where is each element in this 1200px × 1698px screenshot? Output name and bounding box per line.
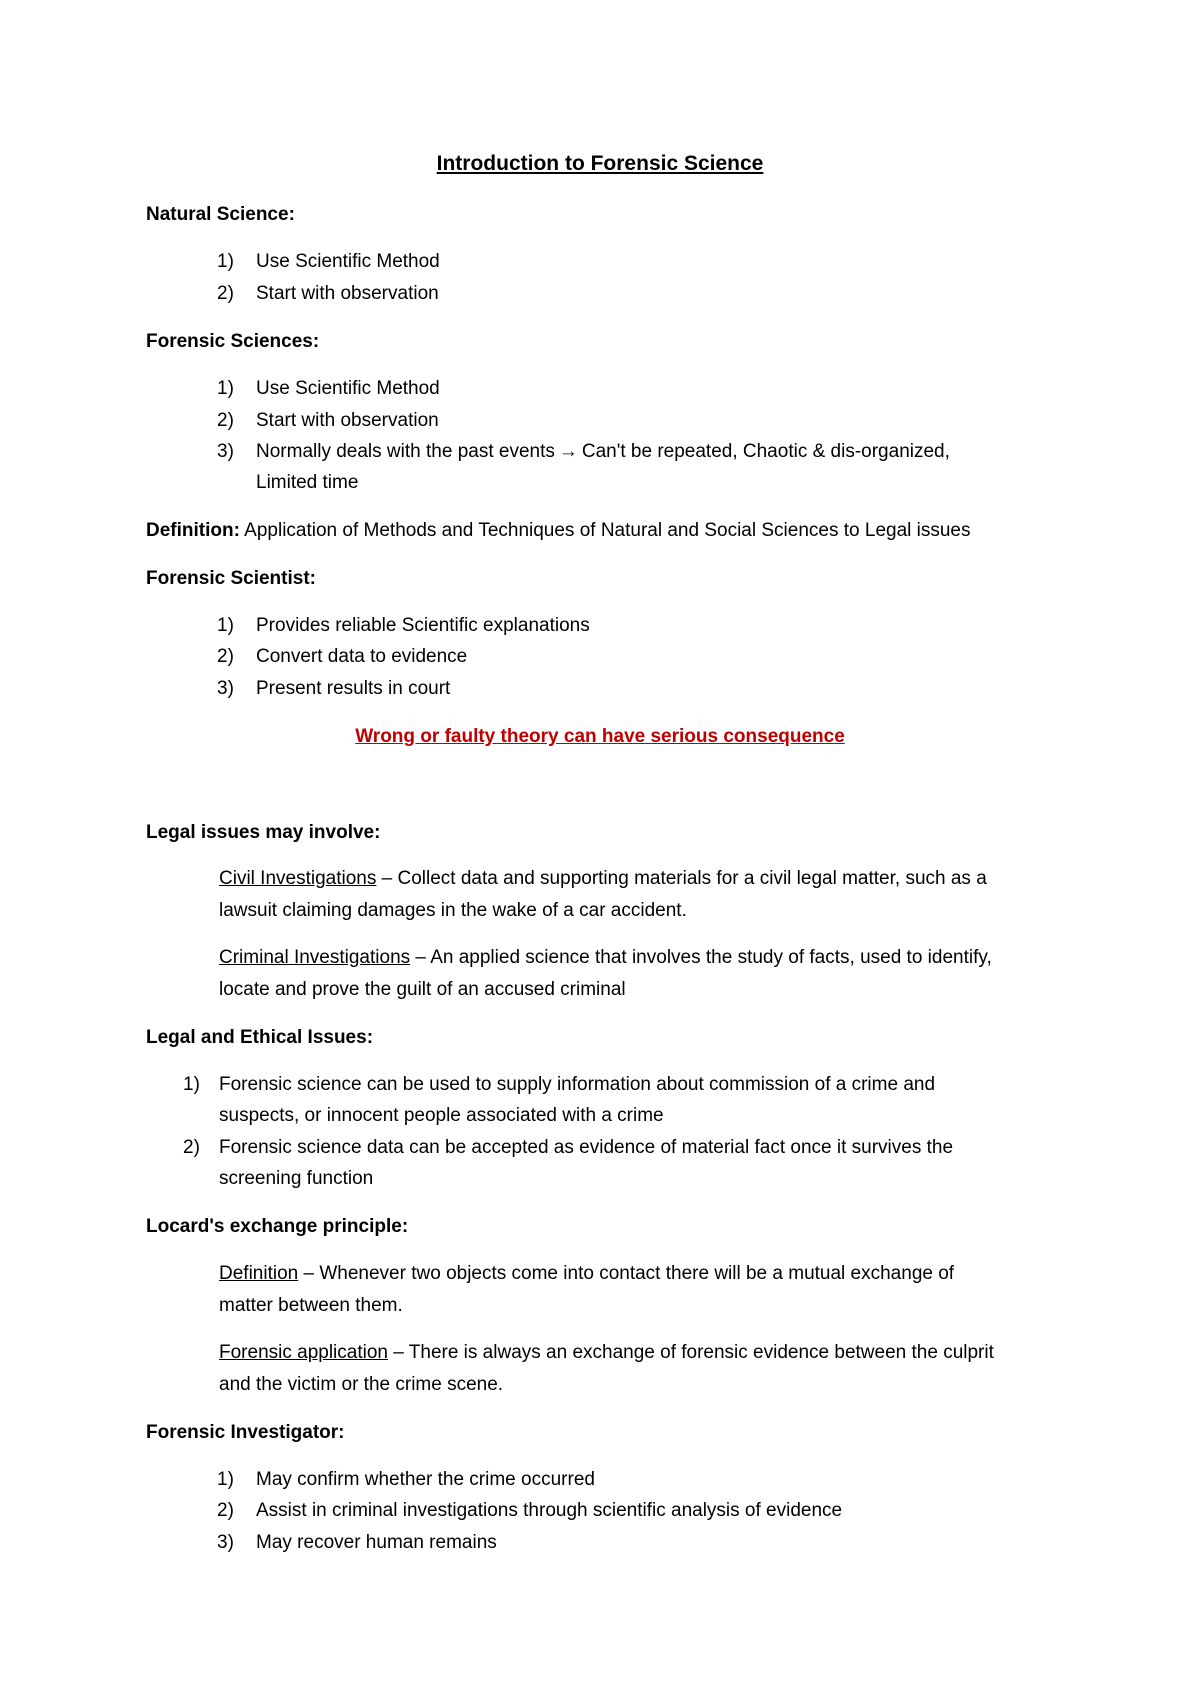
civil-investigations-line [219,869,987,888]
list-number: 3) [217,441,234,462]
term-description-continuation: matter between them. [219,1295,403,1316]
list-item: Forensic science can be used to supply information about commission of a crime and [219,1074,936,1095]
list-item: Start with observation [256,410,439,431]
list-item-continuation: Limited time [256,472,359,493]
list-item-continuation: suspects, or innocent people associated with a crime [219,1105,664,1126]
locard-application-line [219,1343,994,1362]
list-number: 1) [217,251,234,272]
list-item-text: Normally deals with the past events [256,441,555,462]
list-item: May recover human remains [256,1532,497,1553]
term-description-continuation: lawsuit claiming damages in the wake of a car accident. [219,900,687,921]
list-item: Assist in criminal investigations through scientific analysis of evidence [256,1500,843,1521]
list-number: 2) [217,1500,234,1521]
list-item: Provides reliable Scientific explanations [256,615,590,636]
list-item [256,442,950,461]
term-description-continuation: locate and prove the guilt of an accused criminal [219,979,626,1000]
term-criminal-investigations: Criminal Investigations [219,947,411,968]
list-item: Present results in court [256,678,451,699]
list-number: 1) [217,615,234,636]
list-number: 1) [217,1469,234,1490]
term-description: – Whenever two objects come into contact there will be a mutual exchange of [298,1263,955,1284]
arrow-right-icon: → [558,441,578,462]
list-number: 2) [217,410,234,431]
list-item: Convert data to evidence [256,646,468,667]
term-civil-investigations: Civil Investigations [219,868,377,889]
list-item: May confirm whether the crime occurred [256,1469,595,1490]
list-number: 1) [183,1074,200,1095]
list-number: 2) [217,283,234,304]
section-heading-legal-ethical: Legal and Ethical Issues: [146,1027,374,1048]
definition-line [146,521,971,540]
criminal-investigations-line [219,948,992,967]
section-heading-forensic-investigator: Forensic Investigator: [146,1422,345,1443]
warning-note: Wrong or faulty theory can have serious consequence [355,726,845,747]
list-number: 3) [217,678,234,699]
term-description-continuation: and the victim or the crime scene. [219,1374,504,1395]
list-number: 2) [183,1137,200,1158]
list-number: 2) [217,646,234,667]
list-item: Use Scientific Method [256,378,440,399]
term-definition: Definition [219,1263,299,1284]
definition-label: Definition: [146,520,240,541]
section-heading-forensic-scientist: Forensic Scientist: [146,568,316,589]
page-title: Introduction to Forensic Science [436,152,764,175]
term-description: – An applied science that involves the study of facts, used to identify, [410,947,992,968]
locard-definition-line [219,1264,954,1283]
list-item: Use Scientific Method [256,251,440,272]
section-heading-natural-science: Natural Science: [146,204,295,225]
section-heading-forensic-sciences: Forensic Sciences: [146,331,320,352]
section-heading-legal-issues: Legal issues may involve: [146,822,381,843]
term-description: – Collect data and supporting materials for a civil legal matter, such as a [376,868,987,889]
list-item: Start with observation [256,283,439,304]
list-item-text: Can't be repeated, Chaotic & dis-organized, [581,441,950,462]
section-heading-locard: Locard's exchange principle: [146,1216,409,1237]
definition-text: Application of Methods and Techniques of Natural and Social Sciences to Legal issues [244,520,971,541]
term-description: – There is always an exchange of forensic evidence between the culprit [387,1342,994,1363]
term-forensic-application: Forensic application [219,1342,388,1363]
list-item: Forensic science data can be accepted as evidence of material fact once it survives the [219,1137,954,1158]
list-number: 1) [217,378,234,399]
list-number: 3) [217,1532,234,1553]
list-item-continuation: screening function [219,1168,374,1189]
